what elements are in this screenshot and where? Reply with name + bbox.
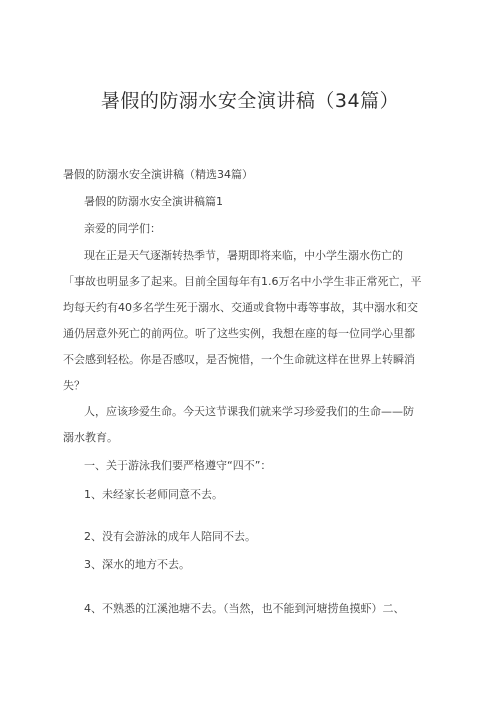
rule-item: 1、未经家长老师同意不去。 (84, 488, 223, 501)
section-heading: 暑假的防溺水安全演讲稿篇1 (84, 195, 223, 208)
paragraph2-line: 人，应该珍爱生命。今天这节课我们就来学习珍爱我们的生命——防 (84, 405, 414, 418)
rule-item: 3、深水的地方不去。 (84, 558, 190, 571)
paragraph1-line: 失？ (63, 379, 85, 392)
paragraph1-line: 通仍居意外死亡的前两位。听了这些实例，我想在座的每一位同学心里都 (63, 327, 415, 340)
paragraph1-line: 「事故也明显多了起来。目前全国每年有1.6万名中小学生非正常死亡，平 (63, 275, 422, 288)
paragraph2-line: 溺水教育。 (63, 431, 118, 444)
document-subtitle: 暑假的防溺水安全演讲稿（精选34篇） (63, 168, 253, 181)
paragraph1-line: 现在正是天气逐渐转热季节，暑期即将来临，中小学生溺水伤亡的 (84, 249, 403, 262)
paragraph1-line: 均每天约有40多名学生死于溺水、交通或食物中毒等事故，其中溺水和交 (63, 301, 418, 314)
paragraph1-line: 不会感到轻松。你是否感叹，是否惋惜，一个生命就这样在世界上转瞬消 (63, 353, 415, 366)
rule-item: 4、不熟悉的江溪池塘不去。（当然，也不能到河塘捞鱼摸虾）二、 (84, 602, 405, 615)
rule-item: 2、没有会游泳的成年人陪同不去。 (84, 530, 256, 543)
rules-heading: 一、关于游泳我们要严格遵守“四不”： (84, 459, 272, 472)
document-title: 暑假的防溺水安全演讲稿（34篇） (100, 90, 400, 112)
greeting: 亲爱的同学们： (84, 222, 161, 235)
